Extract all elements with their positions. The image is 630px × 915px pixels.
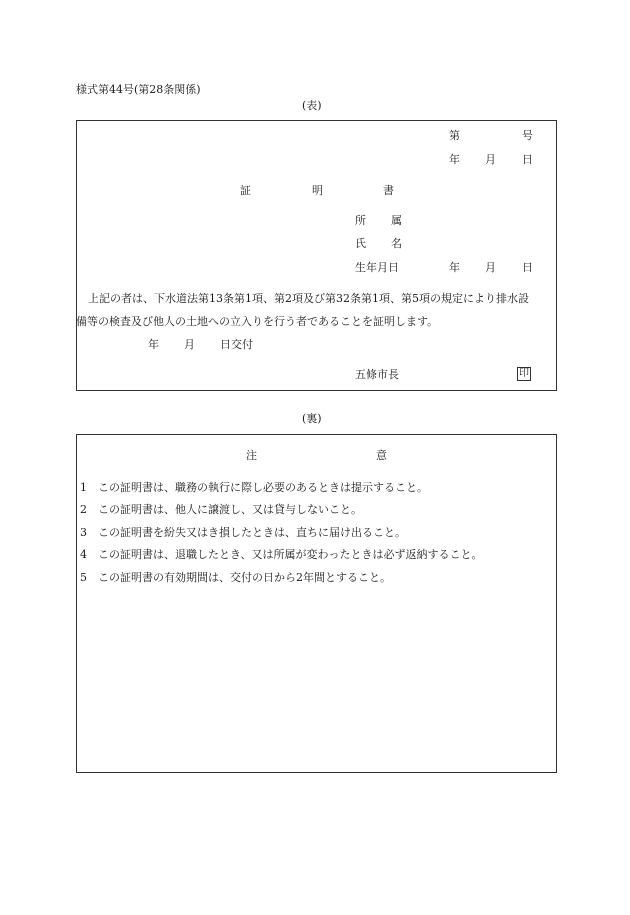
birth-date-year: 年 [449, 261, 460, 274]
issued-year: 年 [148, 338, 159, 351]
certificate-title-char-3: 書 [383, 184, 394, 197]
note-text-1: この証明書は、職務の執行に際し必要のあるときは提示すること。 [98, 481, 428, 494]
note-number-4: 4 [80, 548, 87, 561]
official-seal-mark: 印 [519, 368, 529, 379]
certificate-title-char-1: 証 [240, 184, 251, 197]
notes-title-char-2: 意 [376, 449, 387, 462]
affiliation-label-char-2: 属 [391, 214, 402, 227]
note-number-5: 5 [80, 571, 87, 584]
form-label: 様式第44号(第28条関係) [76, 83, 201, 96]
certificate-number-prefix: 第 [449, 129, 460, 142]
birth-date-month: 月 [485, 261, 496, 274]
birth-date-label: 生年月日 [355, 261, 399, 274]
note-text-5: この証明書の有効期間は、交付の日から2年間とすること。 [98, 571, 391, 584]
certification-text-line-1: 上記の者は、下水道法第13条第1項、第2項及び第32条第1項、第5項の規定により排水設 [88, 292, 529, 305]
back-heading: (裏) [302, 412, 322, 425]
note-text-2: この証明書は、他人に譲渡し、又は貸与しないこと。 [98, 503, 362, 516]
certificate-title-char-2: 明 [312, 184, 323, 197]
front-heading: (表) [302, 99, 322, 112]
certificate-number-suffix: 号 [522, 129, 533, 142]
note-text-4: この証明書は、退職したとき、又は所属が変わったときは必ず返納すること。 [98, 548, 483, 561]
issue-date-day: 日 [522, 153, 533, 166]
affiliation-label-char-1: 所 [355, 214, 366, 227]
issuer-mayor: 五條市長 [355, 368, 399, 381]
issued-month: 月 [184, 338, 195, 351]
note-text-3: この証明書を紛失又はき損したときは、直ちに届け出ること。 [98, 526, 406, 539]
issue-date-year: 年 [449, 153, 460, 166]
note-number-1: 1 [80, 481, 87, 494]
issue-date-month: 月 [485, 153, 496, 166]
note-number-2: 2 [80, 503, 87, 516]
certification-text-line-2: 備等の検査及び他人の土地への立入りを行う者であることを証明します。 [76, 315, 439, 328]
name-label-char-1: 氏 [355, 237, 366, 250]
name-label-char-2: 名 [391, 237, 402, 250]
birth-date-day: 日 [522, 261, 533, 274]
note-number-3: 3 [80, 526, 87, 539]
issued-day-label: 日交付 [220, 338, 253, 351]
notes-title-char-1: 注 [246, 449, 257, 462]
